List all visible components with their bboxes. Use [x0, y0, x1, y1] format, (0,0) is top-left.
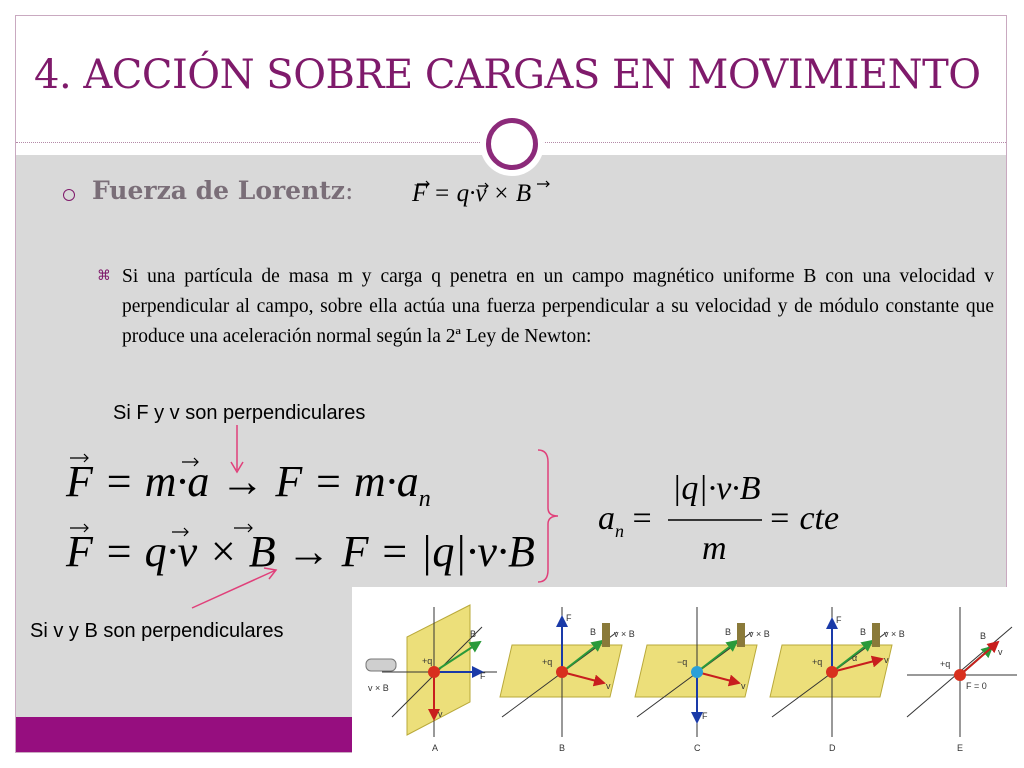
slide-title: 4. ACCIÓN SOBRE CARGAS EN MOVIMIENTO [34, 52, 981, 98]
equation-lorentz-modulus: F = q·v × B → F = |q|·v·B [66, 527, 535, 576]
fig-c-B: B [725, 627, 732, 637]
fig-b-v: v [606, 681, 611, 691]
panel-e [907, 607, 1017, 753]
panel-label-c: C [694, 743, 701, 753]
fig-a-v: v [438, 709, 443, 719]
fig-d-vxb: v × B [884, 629, 905, 639]
description-paragraph: Si una partícula de masa m y carga q penetra en un campo magnético uniforme B con una velocidad v perpendicular al campo, sobre ella actúa una fuerza perpendicular a su velocidad y de módulo constante que produce una aceleración normal según la 2ª Ley de Newton: [122, 266, 994, 347]
fig-c-vxb: v × B [749, 629, 770, 639]
note-f-v-perpendicular: Si F y v son perpendiculares [113, 402, 366, 424]
an-rhs: = cte [768, 500, 840, 537]
fig-d-alpha: α [852, 653, 858, 663]
panel-label-b: B [559, 743, 566, 753]
fig-a-vxb: v × B [368, 683, 389, 693]
fig-d-charge: +q [812, 657, 823, 667]
vector-arrows [70, 181, 549, 536]
fig-c-v: v [741, 681, 746, 691]
bracket [538, 450, 558, 582]
fig-d-v: v [884, 655, 889, 665]
fig-c-F: F [702, 711, 708, 721]
an-lhs-text: a [598, 500, 615, 537]
panel-c [635, 607, 770, 753]
heading-label: Fuerza de Lorentz [92, 176, 346, 205]
fig-e-B: B [980, 631, 987, 641]
fig-a-charge: +q [422, 656, 433, 666]
panel-label-d: D [829, 743, 836, 753]
an-numerator: |q|·v·B [672, 470, 761, 507]
fig-b-vxb: v × B [614, 629, 635, 639]
fig-a-F: F [480, 671, 486, 681]
fig-e-fzero: F = 0 [966, 681, 987, 691]
fig-e-charge: +q [940, 659, 951, 669]
equation-newton-sub: n [418, 485, 431, 512]
panel-label-a: A [432, 743, 439, 753]
equation-newton-text: F = m·a → F = m·a [66, 457, 419, 506]
fig-e-v: v [998, 647, 1003, 657]
an-denominator: m [702, 530, 727, 567]
fig-b-charge: +q [542, 657, 553, 667]
an-lhs-sub: n [615, 520, 624, 541]
an-equals: = [632, 500, 652, 537]
panel-b [500, 607, 635, 753]
lorentz-formula: F = q·v × B [412, 180, 532, 207]
pointer-arrows [192, 425, 276, 608]
panel-d [770, 607, 905, 753]
sub-bullet-icon: ⌘ [97, 268, 111, 284]
note-v-b-perpendicular: Si v y B son perpendiculares [30, 620, 284, 642]
figure-svg [352, 587, 1020, 757]
fig-b-F: F [566, 613, 572, 623]
physics-figure [352, 587, 1020, 757]
fig-c-charge: −q [677, 657, 688, 667]
fig-b-B: B [590, 627, 597, 637]
fig-a-B: B [470, 629, 477, 639]
panel-a [366, 605, 497, 753]
fig-d-B: B [860, 627, 867, 637]
heading-colon: : [345, 176, 354, 205]
fig-d-F: F [836, 615, 842, 625]
panel-label-e: E [957, 743, 964, 753]
